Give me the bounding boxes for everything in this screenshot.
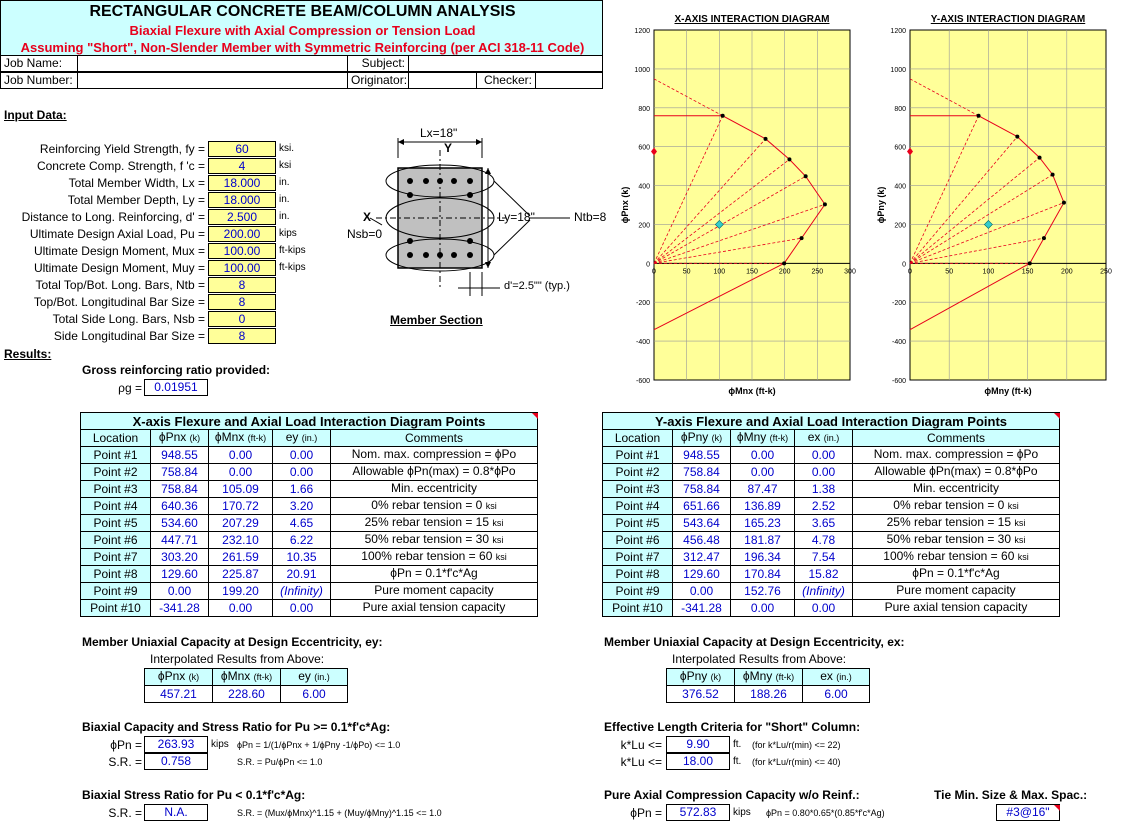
table-title: X-axis Flexure and Axial Load Interaction Diagram Points — [81, 413, 538, 430]
row-eccentricity: 1.38 — [795, 481, 853, 498]
x-tick-label: 150 — [746, 268, 758, 276]
input-label: Distance to Long. Reinforcing, d' = — [21, 210, 205, 224]
row-axial: 948.55 — [673, 447, 731, 464]
col-header: ϕPnx (k) — [151, 430, 209, 447]
x-tick-label: 200 — [778, 268, 791, 276]
uniax-x-subheading: Interpolated Results from Above: — [150, 652, 325, 666]
row-axial: 534.60 — [151, 515, 209, 532]
input-value-field[interactable]: 60 — [208, 141, 276, 157]
row-axial: 0.00 — [151, 583, 209, 600]
lx-dimension-label: Lx=18" — [420, 126, 458, 140]
biaxial2-sr-formula: S.R. = (Mux/ϕMnx)^1.15 + (Muy/ϕMny)^1.15 <= 1.0 — [237, 808, 442, 818]
curve-point — [764, 137, 768, 141]
job-name-field[interactable] — [77, 55, 348, 72]
biaxial-sr-value: 0.758 — [144, 753, 208, 770]
pure-pn-formula: ϕPn = 0.80*0.65*(0.85*f'c*Ag) — [766, 808, 885, 818]
x-tick-label: 0 — [908, 268, 912, 276]
input-unit: ksi — [279, 160, 292, 171]
row-eccentricity: 6.22 — [273, 532, 331, 549]
pure-pn-unit: kips — [733, 807, 751, 818]
row-location: Point #2 — [81, 464, 151, 481]
curve-point — [1015, 135, 1019, 139]
row-location: Point #3 — [81, 481, 151, 498]
input-label: Top/Bot. Longitudinal Bar Size = — [33, 295, 205, 309]
row-location: Point #8 — [603, 566, 673, 583]
input-value-field[interactable]: 8 — [208, 277, 276, 293]
row-comment: Allowable ϕPn(max) = 0.8*ϕPo — [853, 464, 1060, 481]
row-moment: 87.47 — [731, 481, 795, 498]
y-tick-label: -200 — [891, 300, 906, 308]
row-axial: 948.55 — [151, 447, 209, 464]
y-tick-label: 800 — [638, 105, 650, 113]
input-data-heading: Input Data: — [4, 108, 67, 122]
y-tick-label: -600 — [891, 378, 906, 385]
x-tick-label: 300 — [844, 268, 856, 276]
y-tick-label: -400 — [635, 339, 650, 347]
row-comment: Min. eccentricity — [331, 481, 538, 498]
pure-pn-label: ϕPn = — [630, 806, 662, 820]
col-header: ϕPny (k) — [667, 669, 735, 686]
table-row — [603, 481, 1060, 498]
row-location: Point #6 — [603, 532, 673, 549]
klu2-value: 18.00 — [666, 753, 730, 770]
member-section-caption: Member Section — [390, 313, 483, 327]
input-label: Total Member Depth, Ly = — [67, 193, 205, 207]
row-location: Point #9 — [603, 583, 673, 600]
table-row — [81, 549, 538, 566]
col-header: ey (in.) — [273, 430, 331, 447]
y-tick-label: 200 — [638, 222, 650, 230]
input-value-field[interactable]: 2.500 — [208, 209, 276, 225]
row-axial: -341.28 — [673, 600, 731, 617]
x-tick-label: 250 — [1100, 268, 1112, 276]
table-row — [603, 464, 1060, 481]
col-header: ey (in.) — [281, 669, 348, 686]
row-moment: 225.87 — [209, 566, 273, 583]
curve-point — [800, 236, 804, 240]
row-moment: 170.72 — [209, 498, 273, 515]
member-section-diagram — [340, 120, 610, 332]
curve-point — [1051, 173, 1055, 177]
job-number-field[interactable] — [77, 72, 348, 89]
row-axial: 456.48 — [673, 532, 731, 549]
row-moment: 181.87 — [731, 532, 795, 549]
row-eccentricity: 2.52 — [795, 498, 853, 515]
job-name-label: Job Name: — [0, 55, 78, 72]
row-axial: 303.20 — [151, 549, 209, 566]
row-axial: -341.28 — [151, 600, 209, 617]
y-axis-label: ϕPny (k) — [876, 186, 886, 224]
input-label: Ultimate Design Moment, Muy = — [33, 261, 205, 275]
x-axis-label: ϕMny (ft-k) — [984, 386, 1032, 396]
table-row — [603, 566, 1060, 583]
row-location: Point #7 — [603, 549, 673, 566]
col-header: ex (in.) — [803, 669, 870, 686]
klu1-unit: ft. — [733, 739, 742, 750]
biaxial2-sr-label: S.R. = — [108, 806, 142, 820]
biaxial2-heading: Biaxial Stress Ratio for Pu < 0.1*f'c*Ag: — [82, 788, 306, 802]
row-axial: 758.84 — [673, 481, 731, 498]
uniax-y-subheading: Interpolated Results from Above: — [672, 652, 847, 666]
curve-point — [787, 157, 791, 161]
input-unit: kips — [279, 228, 297, 239]
col-header: ϕMnx (ft-k) — [209, 430, 273, 447]
input-label: Total Top/Bot. Long. Bars, Ntb = — [35, 278, 205, 292]
y-tick-label: 800 — [894, 105, 906, 113]
input-value-field[interactable]: 8 — [208, 294, 276, 310]
biaxial2-sr-value: N.A. — [144, 804, 208, 821]
y-tick-label: 0 — [902, 261, 906, 269]
table-row — [81, 532, 538, 549]
page-subtitle-1: Biaxial Flexure with Axial Compression or Tension Load — [129, 23, 476, 38]
row-comment: Pure axial tension capacity — [853, 600, 1060, 617]
row-moment: 232.10 — [209, 532, 273, 549]
curve-point — [823, 202, 827, 206]
biaxial-sr-formula: S.R. = Pu/ϕPn <= 1.0 — [237, 757, 323, 767]
x-tick-label: 100 — [713, 268, 726, 276]
row-location: Point #4 — [81, 498, 151, 515]
row-location: Point #6 — [81, 532, 151, 549]
y-tick-label: 1200 — [634, 28, 650, 35]
biaxial-pn-formula: ϕPn = 1/(1/ϕPnx + 1/ϕPny -1/ϕPo) <= 1.0 — [237, 740, 401, 750]
row-axial: 129.60 — [673, 566, 731, 583]
klu1-label: k*Lu <= — [620, 738, 662, 752]
row-eccentricity: 3.20 — [273, 498, 331, 515]
row-moment: 136.89 — [731, 498, 795, 515]
table-row — [81, 515, 538, 532]
row-comment: Pure moment capacity — [331, 583, 538, 600]
x-tick-label: 100 — [982, 268, 995, 276]
klu2-note: (for k*Lu/r(min) <= 40) — [752, 757, 841, 767]
page-subtitle-2: Assuming "Short", Non-Slender Member with Symmetric Reinforcing (per ACI 318-11 Code) — [20, 40, 585, 55]
checker-label: Checker: — [476, 72, 536, 89]
x-tick-label: 50 — [945, 268, 954, 276]
col-header: Location — [603, 430, 673, 447]
biaxial-pn-value: 263.93 — [144, 736, 208, 753]
input-label: Total Member Width, Lx = — [68, 176, 205, 190]
uniax-axial-value: 376.52 — [667, 686, 735, 703]
row-moment: 0.00 — [209, 447, 273, 464]
effective-length-heading: Effective Length Criteria for "Short" Column: — [604, 720, 861, 734]
row-location: Point #7 — [81, 549, 151, 566]
row-axial: 640.36 — [151, 498, 209, 515]
y-tick-label: 200 — [894, 222, 906, 230]
row-eccentricity: 0.00 — [273, 464, 331, 481]
row-eccentricity: 0.00 — [795, 464, 853, 481]
biaxial-heading: Biaxial Capacity and Stress Ratio for Pu >= 0.1*f'c*Ag: — [82, 720, 391, 734]
row-comment: 25% rebar tension = 15 ksi — [853, 515, 1060, 532]
col-header: ϕMny (ft-k) — [735, 669, 803, 686]
y-axis-label: ϕPnx (k) — [620, 186, 630, 224]
col-header: ϕPnx (k) — [145, 669, 213, 686]
curve-point — [1028, 261, 1032, 265]
checker-field[interactable] — [535, 72, 603, 89]
input-label: Ultimate Design Axial Load, Pu = — [29, 227, 205, 241]
curve-point — [1038, 156, 1042, 160]
row-moment: 0.00 — [731, 447, 795, 464]
row-location: Point #10 — [81, 600, 151, 617]
table-row — [81, 481, 538, 498]
originator-label: Originator: — [347, 72, 409, 89]
input-value-field[interactable]: 8 — [208, 328, 276, 344]
row-eccentricity: 1.66 — [273, 481, 331, 498]
uniax-moment-value: 228.60 — [213, 686, 281, 703]
biaxial-pn-unit: kips — [211, 739, 229, 750]
x-tick-label: 200 — [1060, 268, 1073, 276]
y-tick-label: 1200 — [890, 28, 906, 35]
uniax-ecc-value: 6.00 — [803, 686, 870, 703]
col-header: Location — [81, 430, 151, 447]
row-comment: 0% rebar tension = 0 ksi — [331, 498, 538, 515]
row-moment: 0.00 — [731, 600, 795, 617]
row-location: Point #4 — [603, 498, 673, 515]
row-comment: 100% rebar tension = 60 ksi — [853, 549, 1060, 566]
uniax-ecc-value: 6.00 — [281, 686, 348, 703]
y-axis-label: Y — [444, 141, 453, 155]
row-axial: 0.00 — [673, 583, 731, 600]
row-axial: 758.84 — [151, 464, 209, 481]
chart-title: Y-AXIS INTERACTION DIAGRAM — [930, 14, 1086, 25]
table-row — [603, 549, 1060, 566]
y-tick-label: -400 — [891, 339, 906, 347]
x-interaction-table — [80, 412, 538, 617]
row-eccentricity: 4.78 — [795, 532, 853, 549]
x-tick-label: 50 — [682, 268, 691, 276]
gross-ratio-heading: Gross reinforcing ratio provided: — [82, 363, 271, 377]
ly-dimension-label: Ly=18" — [498, 210, 535, 224]
row-comment: 50% rebar tension = 30 ksi — [331, 532, 538, 549]
rho-label: ρg = — [118, 381, 142, 395]
chart-title: X-AXIS INTERACTION DIAGRAM — [674, 14, 830, 25]
subject-label: Subject: — [347, 55, 409, 72]
input-unit: in. — [279, 211, 290, 222]
biaxial-sr-label: S.R. = — [108, 755, 142, 769]
input-unit: in. — [279, 194, 290, 205]
comment-marker — [532, 413, 538, 419]
row-comment: Nom. max. compression = ϕPo — [331, 447, 538, 464]
input-unit: ksi. — [279, 143, 294, 154]
row-moment: 196.34 — [731, 549, 795, 566]
subject-field[interactable] — [408, 55, 603, 72]
row-eccentricity: 20.91 — [273, 566, 331, 583]
input-value-field[interactable]: 100.00 — [208, 260, 276, 276]
row-location: Point #8 — [81, 566, 151, 583]
row-moment: 0.00 — [209, 600, 273, 617]
title-block — [0, 0, 603, 56]
row-eccentricity: 0.00 — [273, 600, 331, 617]
row-location: Point #1 — [603, 447, 673, 464]
row-moment: 0.00 — [209, 464, 273, 481]
input-value-field[interactable]: 200.00 — [208, 226, 276, 242]
curve-point — [1042, 236, 1046, 240]
uniax-x-heading: Member Uniaxial Capacity at Design Eccentricity, ey: — [82, 635, 383, 649]
y-tick-label: 1000 — [890, 66, 906, 74]
comment-marker — [1054, 413, 1060, 419]
x-axis-interaction-chart — [610, 8, 865, 403]
input-value-field[interactable]: 18.000 — [208, 192, 276, 208]
row-eccentricity: 3.65 — [795, 515, 853, 532]
nsb-label: Nsb=0 — [347, 227, 383, 241]
row-moment: 261.59 — [209, 549, 273, 566]
row-eccentricity: 0.00 — [273, 447, 331, 464]
input-unit: ft-kips — [279, 245, 306, 256]
input-value-field[interactable]: 18.000 — [208, 175, 276, 191]
row-location: Point #1 — [81, 447, 151, 464]
x-tick-label: 0 — [652, 268, 656, 276]
row-comment: 100% rebar tension = 60 ksi — [331, 549, 538, 566]
y-interaction-table — [602, 412, 1060, 617]
table-row — [603, 532, 1060, 549]
klu1-note: (for k*Lu/r(min) <= 22) — [752, 740, 841, 750]
tie-value: #3@16" — [996, 804, 1060, 821]
row-location: Point #10 — [603, 600, 673, 617]
tie-heading: Tie Min. Size & Max. Spac.: — [934, 788, 1088, 802]
input-unit: ft-kips — [279, 262, 306, 273]
klu2-unit: ft. — [733, 756, 742, 767]
table-row — [81, 498, 538, 515]
row-moment: 207.29 — [209, 515, 273, 532]
col-header: Comments — [853, 430, 1060, 447]
col-header: ϕMnx (ft-k) — [213, 669, 281, 686]
row-comment: 25% rebar tension = 15 ksi — [331, 515, 538, 532]
table-row — [603, 515, 1060, 532]
klu2-label: k*Lu <= — [620, 755, 662, 769]
originator-field[interactable] — [408, 72, 477, 89]
uniax-axial-value: 457.21 — [145, 686, 213, 703]
y-tick-label: -600 — [635, 378, 650, 385]
row-comment: Pure moment capacity — [853, 583, 1060, 600]
row-location: Point #9 — [81, 583, 151, 600]
row-moment: 105.09 — [209, 481, 273, 498]
row-eccentricity: (Infinity) — [795, 583, 853, 600]
x-axis-label: X — [363, 210, 372, 224]
y-tick-label: 600 — [638, 144, 650, 152]
row-axial: 312.47 — [673, 549, 731, 566]
row-comment: Allowable ϕPn(max) = 0.8*ϕPo — [331, 464, 538, 481]
table-row — [603, 447, 1060, 464]
row-comment: 50% rebar tension = 30 ksi — [853, 532, 1060, 549]
d-cover-label: d'=2.5"" (typ.) — [504, 280, 570, 292]
input-label: Concrete Comp. Strength, f 'c = — [36, 159, 205, 173]
input-label: Side Longitudinal Bar Size = — [53, 329, 205, 343]
x-tick-label: 150 — [1021, 268, 1034, 276]
pure-axial-heading: Pure Axial Compression Capacity w/o Reinf.: — [604, 788, 860, 802]
row-moment: 0.00 — [731, 464, 795, 481]
table-row — [603, 600, 1060, 617]
row-comment: ϕPn = 0.1*f'c*Ag — [331, 566, 538, 583]
row-eccentricity: 15.82 — [795, 566, 853, 583]
plot-area — [910, 30, 1106, 380]
table-row — [81, 464, 538, 481]
row-location: Point #5 — [603, 515, 673, 532]
row-comment: 0% rebar tension = 0 ksi — [853, 498, 1060, 515]
y-tick-label: 400 — [894, 183, 906, 191]
input-value-field[interactable]: 0 — [208, 311, 276, 327]
row-moment: 152.76 — [731, 583, 795, 600]
col-header: ϕMny (ft-k) — [731, 430, 795, 447]
y-tick-label: 400 — [638, 183, 650, 191]
row-eccentricity: 7.54 — [795, 549, 853, 566]
uniax-moment-value: 188.26 — [735, 686, 803, 703]
input-value-field[interactable]: 100.00 — [208, 243, 276, 259]
y-tick-label: 600 — [894, 144, 906, 152]
table-row — [603, 583, 1060, 600]
y-tick-label: 1000 — [634, 66, 650, 74]
table-row — [603, 498, 1060, 515]
row-comment: Nom. max. compression = ϕPo — [853, 447, 1060, 464]
job-number-label: Job Number: — [0, 72, 78, 89]
row-axial: 651.66 — [673, 498, 731, 515]
row-moment: 170.84 — [731, 566, 795, 583]
row-location: Point #3 — [603, 481, 673, 498]
pure-pn-value: 572.83 — [666, 804, 730, 821]
rho-value: 0.01951 — [144, 379, 208, 396]
ntb-label: Ntb=8 — [574, 210, 607, 224]
row-eccentricity: 4.65 — [273, 515, 331, 532]
comment-marker — [1054, 805, 1060, 811]
col-header: ex (in.) — [795, 430, 853, 447]
uniax-y-heading: Member Uniaxial Capacity at Design Eccentricity, ex: — [604, 635, 905, 649]
page-title: RECTANGULAR CONCRETE BEAM/COLUMN ANALYSIS — [89, 3, 516, 20]
y-tick-label: -200 — [635, 300, 650, 308]
row-moment: 165.23 — [731, 515, 795, 532]
row-eccentricity: 0.00 — [795, 600, 853, 617]
row-moment: 199.20 — [209, 583, 273, 600]
row-axial: 129.60 — [151, 566, 209, 583]
row-comment: ϕPn = 0.1*f'c*Ag — [853, 566, 1060, 583]
x-axis-label: ϕMnx (ft-k) — [728, 386, 776, 396]
row-comment: Min. eccentricity — [853, 481, 1060, 498]
table-row — [81, 583, 538, 600]
row-eccentricity: 10.35 — [273, 549, 331, 566]
curve-point — [804, 174, 808, 178]
input-unit: in. — [279, 177, 290, 188]
curve-point — [721, 114, 725, 118]
table-row — [81, 600, 538, 617]
curve-point — [1062, 201, 1066, 205]
klu1-value: 9.90 — [666, 736, 730, 753]
row-axial: 758.84 — [673, 464, 731, 481]
input-value-field[interactable]: 4 — [208, 158, 276, 174]
y-tick-label: 0 — [646, 261, 650, 269]
biaxial-pn-label: ϕPn = — [110, 738, 142, 752]
row-axial: 543.64 — [673, 515, 731, 532]
curve-point — [977, 114, 981, 118]
table-title: Y-axis Flexure and Axial Load Interaction Diagram Points — [603, 413, 1060, 430]
col-header: ϕPny (k) — [673, 430, 731, 447]
results-heading: Results: — [4, 347, 52, 361]
y-axis-interaction-chart — [866, 8, 1121, 403]
row-axial: 447.71 — [151, 532, 209, 549]
curve-point — [782, 261, 786, 265]
table-row — [81, 447, 538, 464]
row-eccentricity: (Infinity) — [273, 583, 331, 600]
col-header: Comments — [331, 430, 538, 447]
row-location: Point #5 — [81, 515, 151, 532]
row-axial: 758.84 — [151, 481, 209, 498]
x-tick-label: 250 — [811, 268, 824, 276]
input-label: Ultimate Design Moment, Mux = — [33, 244, 205, 258]
input-label: Total Side Long. Bars, Nsb = — [52, 312, 205, 326]
input-label: Reinforcing Yield Strength, fy = — [39, 142, 205, 156]
uniax-x-table — [144, 668, 348, 703]
row-location: Point #2 — [603, 464, 673, 481]
uniax-y-table — [666, 668, 870, 703]
table-row — [81, 566, 538, 583]
row-eccentricity: 0.00 — [795, 447, 853, 464]
row-comment: Pure axial tension capacity — [331, 600, 538, 617]
